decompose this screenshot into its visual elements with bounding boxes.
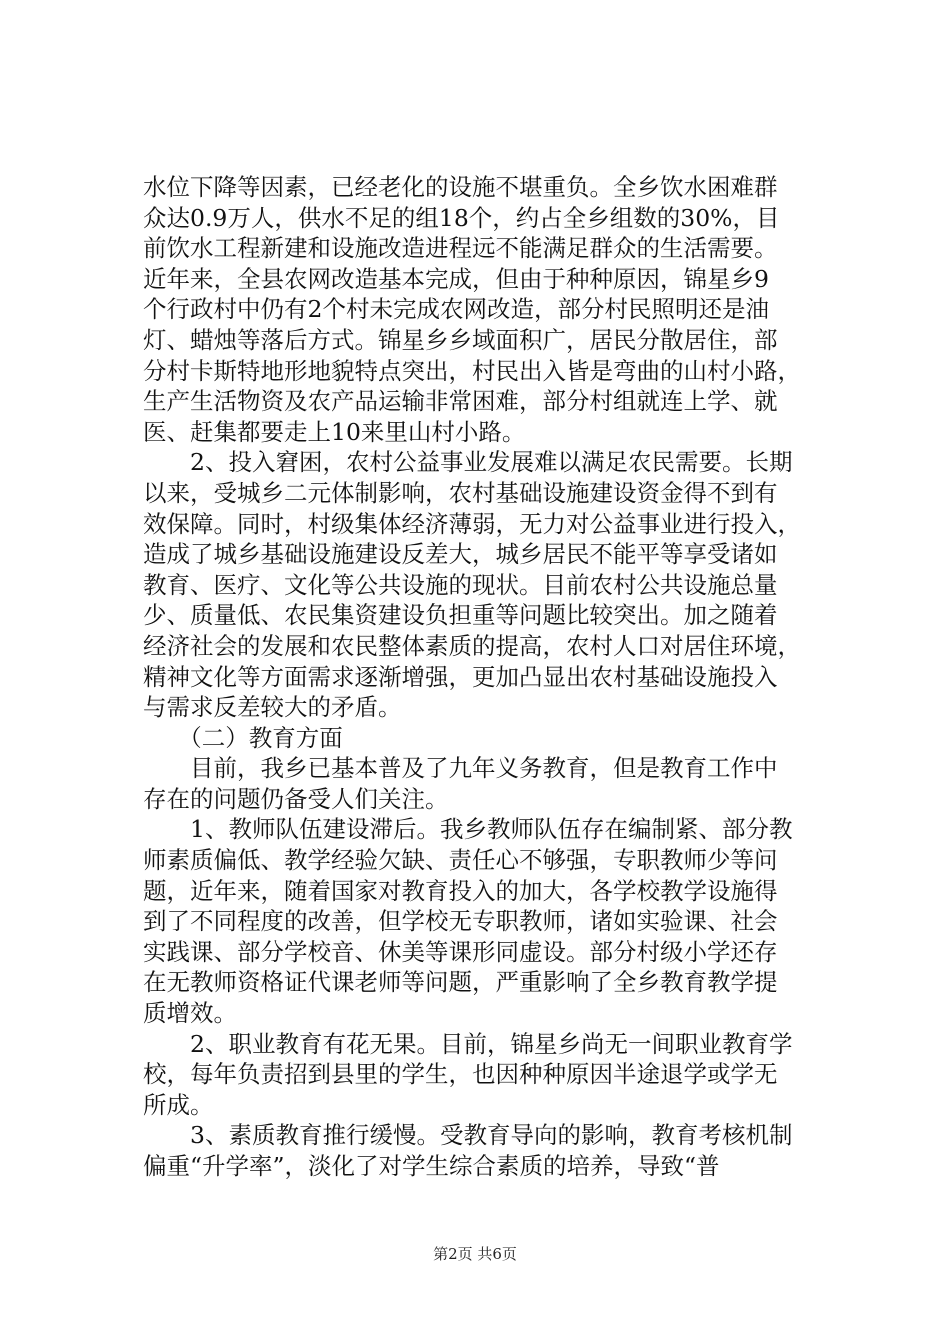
text-line: 校，每年负责招到县里的学生，也因种种原因半途退学或学无 bbox=[143, 1060, 778, 1089]
text-line: 师素质偏低、教学经验欠缺、责任心不够强，专职教师少等问 bbox=[143, 846, 778, 875]
text-line: 灯、蜡烛等落后方式。锦星乡乡域面积广，居民分散居住，部 bbox=[143, 325, 778, 354]
text-line: 众达0.9万人，供水不足的组18个，约占全乡组数的30%，目 bbox=[143, 203, 780, 232]
text-line: 目前，我乡已基本普及了九年义务教育，但是教育工作中 bbox=[143, 754, 778, 783]
text-line: 医、赶集都要走上10来里山村小路。 bbox=[143, 417, 526, 446]
text-line: 偏重“升学率”，淡化了对学生综合素质的培养，导致“普 bbox=[143, 1152, 720, 1180]
text-line: 2、投入窘困，农村公益事业发展难以满足农民需要。长期 bbox=[143, 448, 793, 477]
text-line: 分村卡斯特地形地貌特点突出，村民出入皆是弯曲的山村小路， bbox=[143, 356, 801, 385]
text-line: 与需求反差较大的矛盾。 bbox=[143, 693, 402, 722]
text-line: 教育、医疗、文化等公共设施的现状。目前农村公共设施总量 bbox=[143, 570, 778, 599]
text-line: 精神文化等方面需求逐渐增强，更加凸显出农村基础设施投入 bbox=[143, 662, 778, 691]
text-line: 3、素质教育推行缓慢。受教育导向的影响，教育考核机制 bbox=[143, 1121, 793, 1150]
text-line: 经济社会的发展和农民整体素质的提高，农村人口对居住环境， bbox=[143, 631, 801, 660]
text-line: 前饮水工程新建和设施改造进程远不能满足群众的生活需要。 bbox=[143, 234, 778, 263]
text-line: 质增效。 bbox=[143, 999, 237, 1028]
text-line: 效保障。同时，村级集体经济薄弱，无力对公益事业进行投入， bbox=[143, 509, 801, 538]
text-line: 生产生活物资及农产品运输非常困难，部分村组就连上学、就 bbox=[143, 387, 778, 416]
page-number-footer: 第2页 共6页 bbox=[433, 1245, 517, 1263]
text-line: 题，近年来，随着国家对教育投入的加大，各学校教学设施得 bbox=[143, 876, 778, 905]
text-line: 2、职业教育有花无果。目前，锦星乡尚无一间职业教育学 bbox=[143, 1029, 793, 1058]
text-line: 水位下降等因素，已经老化的设施不堪重负。全乡饮水困难群 bbox=[143, 173, 778, 201]
text-line: 到了不同程度的改善，但学校无专职教师，诸如实验课、社会 bbox=[143, 907, 778, 936]
text-line: 以来，受城乡二元体制影响，农村基础设施建设资金得不到有 bbox=[143, 478, 778, 507]
text-line: 实践课、部分学校音、休美等课形同虚设。部分村级小学还存 bbox=[143, 937, 778, 966]
document-body bbox=[143, 172, 813, 1182]
section-heading: （二）教育方面 bbox=[143, 723, 343, 752]
text-line: 个行政村中仍有2个村未完成农网改造，部分村民照明还是油 bbox=[143, 295, 769, 324]
text-line: 造成了城乡基础设施建设反差大，城乡居民不能平等享受诸如 bbox=[143, 540, 778, 569]
text-line: 1、教师队伍建设滞后。我乡教师队伍存在编制紧、部分教 bbox=[143, 815, 793, 844]
text-line: 近年来，全县农网改造基本完成，但由于种种原因，锦星乡9 bbox=[143, 264, 769, 293]
text-line: 在无教师资格证代课老师等问题，严重影响了全乡教育教学提 bbox=[143, 968, 778, 997]
text-line: 少、质量低、农民集资建设负担重等问题比较突出。加之随着 bbox=[143, 601, 778, 630]
text-line: 所成。 bbox=[143, 1090, 214, 1119]
text-line: 存在的问题仍备受人们关注。 bbox=[143, 784, 449, 813]
